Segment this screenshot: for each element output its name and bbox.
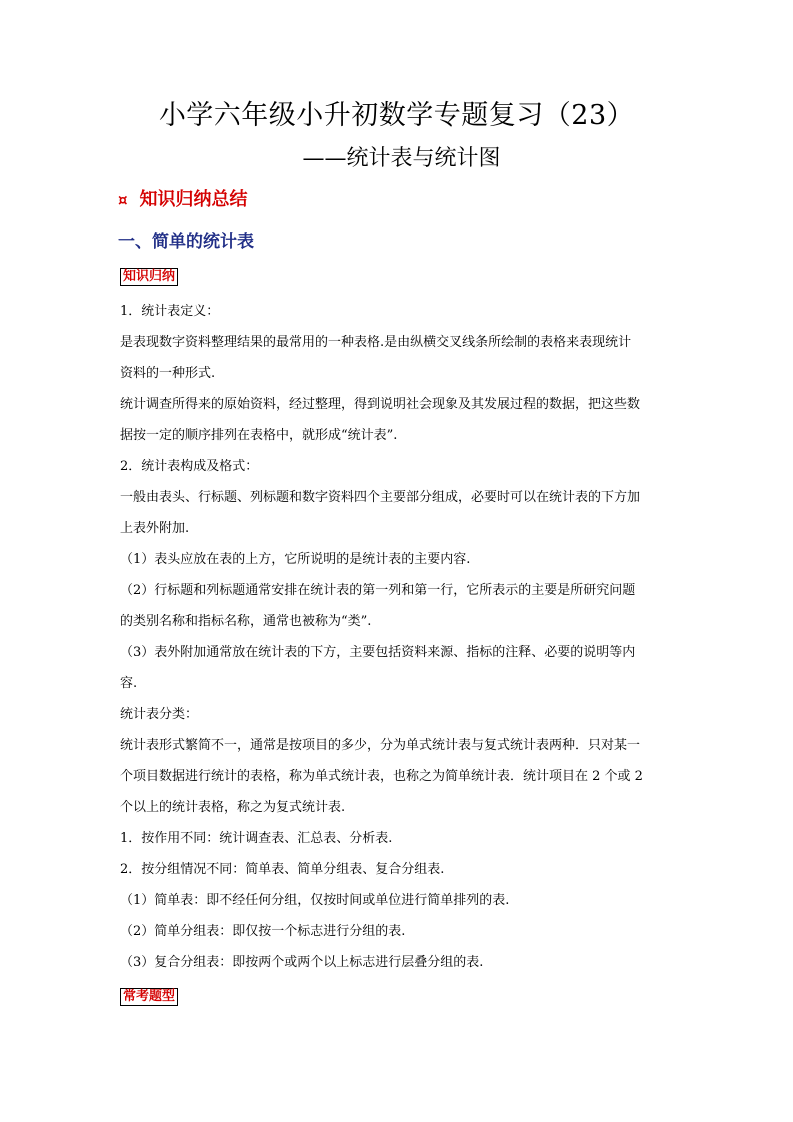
text-line: 的类别名称和指标名称，通常也被称为“类”.: [120, 614, 372, 629]
text-line: 统计调查所得来的原始资料，经过整理，得到说明社会现象及其发展过程的数据，把这些数: [120, 397, 641, 412]
text-line: （2）简单分组表：即仅按一个标志进行分组的表.: [120, 924, 406, 939]
text-line: 上表外附加.: [120, 521, 190, 536]
text-line: 2．统计表构成及格式：: [120, 459, 259, 474]
section-title: 知识归纳总结: [139, 189, 248, 210]
text-line: 1．统计表定义：: [120, 304, 220, 319]
text-line: 据按一定的顺序排列在表格中，就形成“统计表”.: [120, 428, 398, 443]
text-line: 统计表形式繁简不一，通常是按项目的多少，分为单式统计表与复式统计表两种．只对某一: [120, 738, 641, 753]
text-line: （1）表头应放在表的上方，它所说明的是统计表的主要内容.: [120, 552, 471, 567]
text-line: 个以上的统计表格，称之为复式统计表.: [120, 800, 346, 815]
tag-knowledge-summary: 知识归纳: [120, 268, 178, 286]
body-text: [120, 296, 678, 978]
text-line: （1）简单表：即不经任何分组，仅按时间或单位进行简单排列的表.: [120, 893, 510, 908]
text-line: （2）行标题和列标题通常安排在统计表的第一列和第一行，它所表示的主要是所研究问题: [120, 583, 636, 598]
text-line: 统计表分类：: [120, 707, 199, 722]
text-line: 是表现数字资料整理结果的最常用的一种表格.是由纵横交叉线条所绘制的表格来表现统计: [120, 335, 632, 350]
currency-mark-icon: ¤: [118, 191, 128, 209]
text-line: 个项目数据进行统计的表格，称为单式统计表，也称之为简单统计表．统计项目在 2 个或 2: [120, 769, 643, 784]
text-line: 一般由表头、行标题、列标题和数字资料四个主要部分组成，必要时可以在统计表的下方加: [120, 490, 641, 505]
page-subtitle: ——统计表与统计图: [302, 146, 501, 171]
text-line: （3）复合分组表：即按两个或两个以上标志进行层叠分组的表.: [120, 955, 484, 970]
page-title: 小学六年级小升初数学专题复习（23）: [158, 100, 635, 131]
text-line: 容.: [120, 676, 138, 691]
text-line: 2．按分组情况不同：简单表、简单分组表、复合分组表.: [120, 862, 445, 877]
heading-simple-table: 一、简单的统计表: [118, 232, 254, 252]
text-line: （3）表外附加通常放在统计表的下方，主要包括资料来源、指标的注释、必要的说明等内: [120, 645, 636, 660]
section-heading: [118, 185, 248, 215]
text-line: 1．按作用不同：统计调查表、汇总表、分析表.: [120, 831, 393, 846]
text-line: 资料的一种形式.: [120, 366, 216, 381]
tag-common-questions: 常考题型: [120, 988, 178, 1006]
